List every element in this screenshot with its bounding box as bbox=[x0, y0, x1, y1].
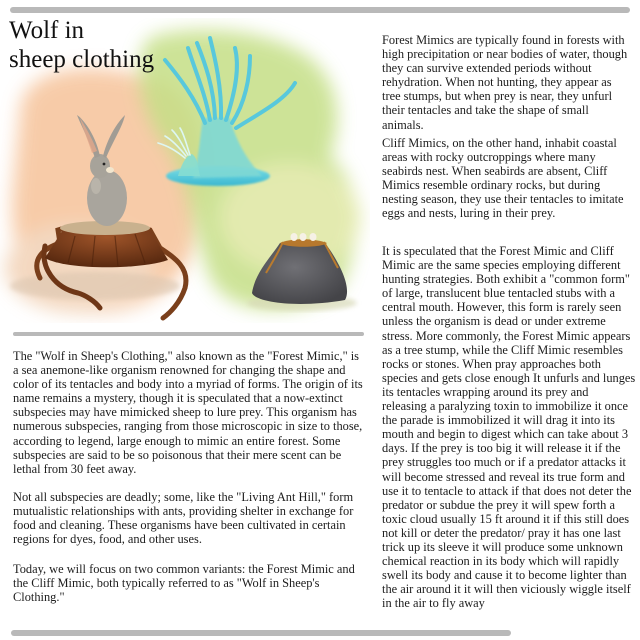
intro-paragraph: The "Wolf in Sheep's Clothing," also known as the "Forest Mimic," is a sea anemone-like organism renowned for changing the shape and color of its tentacles and body into a myriad of forms. The origin of its name remains a mystery, though it is speculated that a now-extinct subspecies may have mimicked sheep to lure prey. This organism has numerous subspecies, ranging from those microscopic in size to those, according to legend, large enough to mimic an entire forest. Some subspecies are said to be so poisonous that their mere scent can be lethal from 30 feet away. bbox=[13, 349, 363, 476]
cliff-mimic-paragraph: Cliff Mimics, on the other hand, inhabit coastal areas with rocky outcroppings where many seabirds nest. When seabirds are absent, Cliff Mimics resemble ordinary rocks, but during nesting season, they use their tentacles to imitate eggs and nests, luring in their prey. bbox=[382, 136, 624, 221]
top-divider bbox=[10, 7, 630, 13]
common-form-paragraph: It is speculated that the Forest Mimic and Cliff Mimic are the same species employing different hunting strategies. Both exhibit a "common form" of large, translucent blue tentacled stubs with a central mouth. However, this form is rarely seen unless the organism is dead or under extreme stress. More commonly, the Forest Mimic appears as a tree stump, while the Cliff Mimic resembles rocks or stones. When pray approaches both species and gets close enough It unfurls and lunges its tentacles wrapping around its prey and releasing a paralyzing toxin to immobilize it once the parade is immobilized it will drag it into its mouth and begin to digest which can take about 3 days. If the prey is too big it will release it if the prey struggles too much or if a predator attacks it will become stressed and reveal its true form and use it to tentacle to attack if that does not deter the predator or subdue the prey it will spew forth a toxic cloud usually 15 ft around it if this still does not kill or deter the predator/ pray it has one last trick up its sleeve it will produce some unknown chemical reaction in its body which will rapidly swell its body and cause it to become lighter than the air around it it will then viciously wiggle itself in the air to fly away bbox=[382, 244, 636, 611]
section-divider bbox=[13, 332, 364, 336]
focus-paragraph: Today, we will focus on two common variants: the Forest Mimic and the Cliff Mimic, both typically referred to as "Wolf in Sheep's Clothing." bbox=[13, 562, 355, 605]
title-line-1: Wolf in bbox=[9, 17, 85, 44]
bottom-divider bbox=[11, 630, 511, 636]
title-line-2: sheep clothing bbox=[9, 46, 155, 73]
subspecies-paragraph: Not all subspecies are deadly; some, like the "Living Ant Hill," form mutualistic relationships with ants, providing shelter in exchange for food and cleaning. These organisms have been cultivated in certain regions for dyes, food, and other uses. bbox=[13, 490, 354, 547]
page-title bbox=[9, 16, 154, 74]
forest-mimic-paragraph: Forest Mimics are typically found in forests with high precipitation or near bodies of water, though they can survive extended periods without rehydration. When not hunting, they appear as tree stumps, but when prey is near, they unfurl their tentacles and take the shape of small animals. bbox=[382, 33, 628, 132]
